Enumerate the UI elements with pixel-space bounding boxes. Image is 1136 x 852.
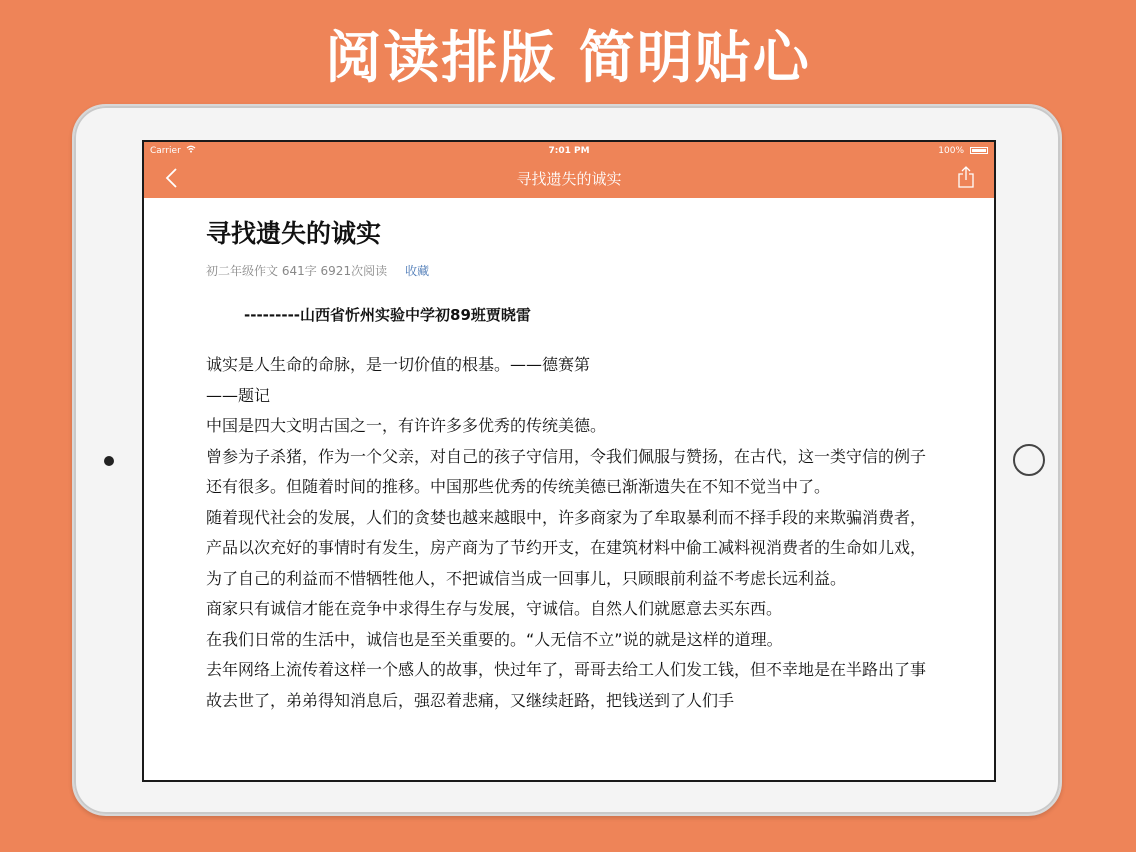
paragraph: 中国是四大文明古国之一，有许许多多优秀的传统美德。 xyxy=(206,416,607,435)
article-meta-info: 初二年级作文 641字 6921次阅读 xyxy=(206,264,388,278)
paragraph: 随着现代社会的发展，人们的贪婪也越来越眼中，许多商家为了牟取暴利而不择手段的来欺骗消费者，产品以次充好的事情时有发生，房产商为了节约开支，在建筑材料中偷工减料视消费者的生命如儿戏，为了自己的利益而不惜牺牲他人，不把诚信当成一回事儿，只顾眼前利益不考虑长远利益。 xyxy=(206,507,927,588)
paragraph: 在我们日常的生活中，诚信也是至关重要的。“人无信不立”说的就是这样的道理。 xyxy=(206,629,783,649)
paragraph: 曾参为子杀猪，作为一个父亲，对自己的孩子守信用，令我们佩服与赞扬，在古代，这一类守信的例子还有很多。但随着时间的推移。中国那些优秀的传统美德已渐渐遗失在不知不觉当中了。 xyxy=(206,446,927,496)
article-author: ---------山西省忻州实验中学初89班贾晓雷 xyxy=(244,306,531,324)
paragraph: 商家只有诚信才能在竞争中求得生存与发展，守诚信。自然人们就愿意去买东西。 xyxy=(206,599,783,618)
promo-banner-title: 阅读排版 简明贴心 xyxy=(325,26,811,91)
carrier-label: Carrier xyxy=(150,146,181,156)
battery-percentage: 100% xyxy=(938,146,964,156)
status-bar xyxy=(144,142,994,160)
tablet-frame xyxy=(72,104,1062,816)
battery-icon xyxy=(970,147,988,154)
article-body xyxy=(206,350,932,716)
navigation-bar xyxy=(144,160,994,198)
article-content xyxy=(144,198,994,716)
front-camera xyxy=(104,456,114,466)
share-icon[interactable] xyxy=(956,165,976,189)
app-header xyxy=(144,142,994,198)
status-time: 7:01 PM xyxy=(548,146,590,156)
favorite-link[interactable]: 收藏 xyxy=(405,264,430,278)
app-screen xyxy=(142,140,996,782)
article-title: 寻找遗失的诚实 xyxy=(206,219,382,248)
paragraph: ——题记 xyxy=(206,385,271,405)
paragraph: 去年网络上流传着这样一个感人的故事，快过年了，哥哥去给工人们发工钱，但不幸地是在半路出了事故去世了，弟弟得知消息后，强忍着悲痛，又继续赶路，把钱送到了人们手 xyxy=(206,660,927,710)
nav-title: 寻找遗失的诚实 xyxy=(516,170,622,188)
article-meta xyxy=(206,262,932,280)
home-button[interactable] xyxy=(1013,444,1045,476)
paragraph: 诚实是人生命的命脉，是一切价值的根基。——德赛第 xyxy=(206,355,591,374)
